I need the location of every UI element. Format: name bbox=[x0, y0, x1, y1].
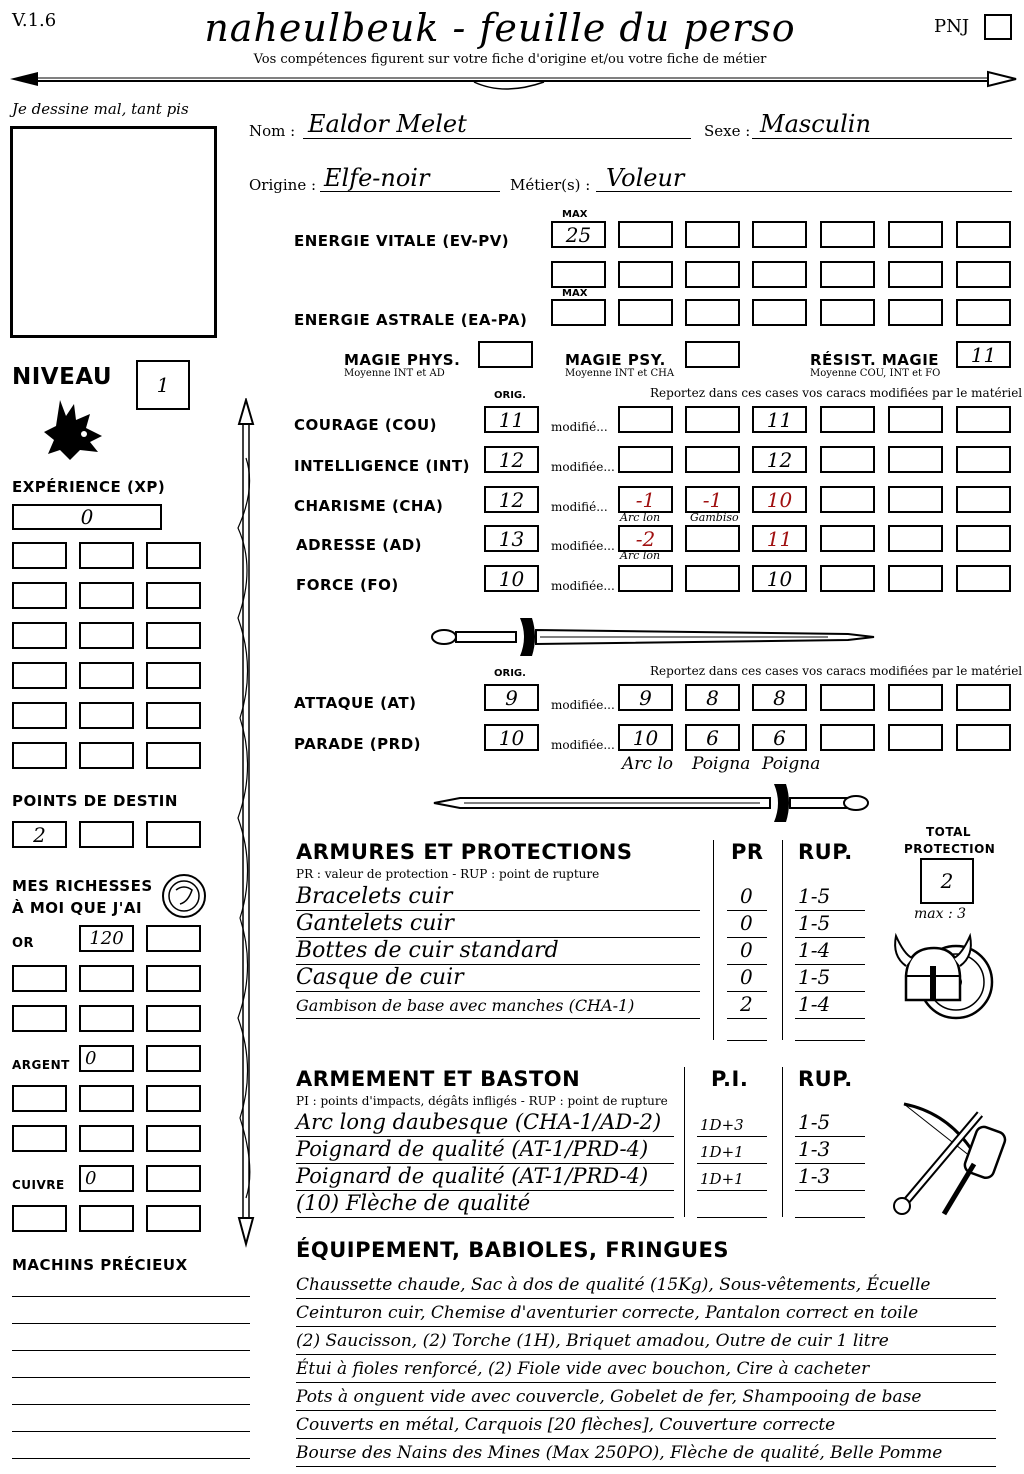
armure-name[interactable]: Bracelets cuir bbox=[296, 884, 453, 909]
arme-pi[interactable]: 1D+1 bbox=[700, 1170, 744, 1188]
origine-value[interactable]: Elfe-noir bbox=[324, 164, 430, 192]
carac-note1: Arc lon bbox=[620, 549, 661, 562]
armure-rup[interactable]: 1-4 bbox=[798, 992, 831, 1016]
xp-cell[interactable] bbox=[12, 582, 67, 609]
xp-cell[interactable] bbox=[79, 622, 134, 649]
machins-line[interactable] bbox=[12, 1377, 250, 1378]
carac-mod2[interactable] bbox=[685, 565, 740, 592]
xp-cell[interactable] bbox=[146, 662, 201, 689]
carac-orig-adresse[interactable]: 13 bbox=[484, 525, 539, 552]
carac-cell[interactable] bbox=[956, 446, 1011, 473]
carac-mod-label: modifiée... bbox=[551, 460, 615, 474]
or-cell[interactable] bbox=[12, 965, 67, 992]
xp-cell[interactable] bbox=[146, 542, 201, 569]
armure-pr[interactable]: 2 bbox=[740, 992, 753, 1016]
carac-mod3[interactable]: 11 bbox=[752, 406, 807, 433]
total-protection-max: max : 3 bbox=[914, 906, 967, 922]
pnj-label: PNJ bbox=[934, 16, 970, 37]
ea-max-value[interactable] bbox=[551, 299, 606, 326]
armure-rup[interactable]: 1-5 bbox=[798, 965, 831, 989]
armure-row-line bbox=[296, 991, 700, 992]
armure-name[interactable]: Gambison de base avec manches (CHA-1) bbox=[296, 996, 635, 1015]
magie-psy-value[interactable] bbox=[685, 341, 740, 368]
ev-cell[interactable] bbox=[956, 221, 1011, 248]
armure-row-line bbox=[795, 1018, 865, 1019]
ev-cell[interactable] bbox=[685, 261, 740, 288]
armures-title: ARMURES ET PROTECTIONS bbox=[296, 840, 633, 864]
page-title: naheulbeuk - feuille du perso bbox=[204, 6, 796, 50]
cuivre-cell[interactable] bbox=[146, 1165, 201, 1192]
carac-mod-label: modifiée... bbox=[551, 539, 615, 553]
xp-cell[interactable] bbox=[146, 582, 201, 609]
arme-rup[interactable]: 1-5 bbox=[798, 1110, 831, 1134]
combat-label-parade: PARADE (PRD) bbox=[294, 735, 422, 753]
armure-rup[interactable]: 1-4 bbox=[798, 938, 831, 962]
total-protection-label-1: TOTAL bbox=[926, 825, 972, 839]
carac-cell[interactable] bbox=[956, 525, 1011, 552]
equipement-line[interactable]: Bourse des Nains des Mines (Max 250PO), Flèche de qualité, Belle Pomme bbox=[296, 1442, 996, 1467]
metier-label: Métier(s) : bbox=[510, 176, 591, 194]
niveau-value[interactable]: 1 bbox=[136, 360, 190, 410]
carac-mod2[interactable] bbox=[685, 406, 740, 433]
ea-cell[interactable] bbox=[685, 299, 740, 326]
armure-pr[interactable]: 0 bbox=[740, 884, 753, 908]
ev-max-value[interactable]: 25 bbox=[551, 221, 606, 248]
armure-name[interactable]: Bottes de cuir standard bbox=[296, 938, 559, 963]
machins-line[interactable] bbox=[12, 1404, 250, 1405]
sexe-value[interactable]: Masculin bbox=[760, 110, 871, 138]
niveau-label: NIVEAU bbox=[12, 364, 113, 390]
ev-cell[interactable] bbox=[956, 261, 1011, 288]
ea-label: ENERGIE ASTRALE (EA-PA) bbox=[294, 311, 528, 329]
resist-magie-label: RÉSIST. MAGIE bbox=[810, 351, 940, 369]
total-protection-label-2: PROTECTION bbox=[904, 842, 996, 856]
destin-value[interactable]: 2 bbox=[12, 821, 67, 848]
arme-rup[interactable]: 1-3 bbox=[798, 1137, 831, 1161]
carac-cell[interactable] bbox=[956, 486, 1011, 513]
ev-cell[interactable] bbox=[888, 221, 943, 248]
richesses-label-1: MES RICHESSES bbox=[12, 877, 153, 895]
carac-mod1[interactable] bbox=[618, 446, 673, 473]
carac-mod-label: modifiée... bbox=[551, 579, 615, 593]
portrait-frame[interactable] bbox=[10, 126, 217, 338]
carac-label-charisme: CHARISME (CHA) bbox=[294, 497, 444, 515]
carac-note2: Gambiso bbox=[690, 511, 739, 524]
equipement-line[interactable]: (2) Saucisson, (2) Torche (1H), Briquet amadou, Outre de cuir 1 litre bbox=[296, 1330, 996, 1355]
xp-cell[interactable] bbox=[79, 702, 134, 729]
carac-mod2[interactable] bbox=[685, 525, 740, 552]
carac-cell[interactable] bbox=[820, 565, 875, 592]
armure-row-line bbox=[296, 1018, 700, 1019]
carac-mod1[interactable]: -1 bbox=[618, 486, 673, 513]
xp-cell[interactable] bbox=[146, 622, 201, 649]
sword-ornament bbox=[430, 778, 872, 828]
arme-row-line bbox=[697, 1190, 767, 1191]
armure-row-line bbox=[795, 1040, 865, 1041]
arme-row-line bbox=[697, 1136, 767, 1137]
carac-cell[interactable] bbox=[888, 406, 943, 433]
equipement-title: ÉQUIPEMENT, BABIOLES, FRINGUES bbox=[296, 1238, 729, 1262]
origine-line bbox=[320, 191, 500, 192]
carac-cell[interactable] bbox=[820, 525, 875, 552]
carac-cell[interactable] bbox=[820, 486, 875, 513]
combat-mod1[interactable]: 10 bbox=[618, 724, 673, 751]
magie-psy-note: Moyenne INT et CHA bbox=[565, 368, 675, 379]
xp-grid bbox=[12, 542, 202, 762]
carac-report-note: Reportez dans ces cases vos caracs modifiées par le matériel bbox=[650, 386, 1023, 400]
or-value[interactable]: 120 bbox=[79, 925, 134, 952]
version-label: V.1.6 bbox=[12, 10, 57, 31]
resist-magie-note: Moyenne COU, INT et FO bbox=[810, 368, 941, 379]
argent-cell[interactable] bbox=[79, 1085, 134, 1112]
ev-cell[interactable] bbox=[820, 221, 875, 248]
nom-line bbox=[303, 138, 691, 139]
ea-cell[interactable] bbox=[752, 299, 807, 326]
argent-cell[interactable] bbox=[12, 1085, 67, 1112]
ev-cell[interactable] bbox=[888, 261, 943, 288]
armures-col-rup: RUP. bbox=[798, 840, 853, 864]
armure-name[interactable]: Gantelets cuir bbox=[296, 911, 454, 936]
argent-value[interactable]: 0 bbox=[79, 1045, 134, 1072]
xp-cell[interactable] bbox=[12, 622, 67, 649]
experience-label: EXPÉRIENCE (XP) bbox=[12, 478, 166, 496]
equipement-line[interactable]: Étui à fioles renforcé, (2) Fiole vide avec bouchon, Cire à cacheter bbox=[296, 1358, 996, 1383]
cuivre-cell[interactable] bbox=[12, 1205, 67, 1232]
destin-cell[interactable] bbox=[146, 821, 201, 848]
argent-label: ARGENT bbox=[12, 1058, 70, 1072]
arme-name[interactable]: Poignard de qualité (AT-1/PRD-4) bbox=[296, 1164, 649, 1188]
combat-mod-label: modifiée... bbox=[551, 698, 615, 712]
carac-label-adresse: ADRESSE (AD) bbox=[296, 536, 423, 554]
ev-cell[interactable] bbox=[752, 221, 807, 248]
combat-orig-attaque[interactable]: 9 bbox=[484, 684, 539, 711]
carac-mod-label: modifié... bbox=[551, 420, 608, 434]
carac-label-courage: COURAGE (COU) bbox=[294, 416, 438, 434]
machins-line[interactable] bbox=[12, 1296, 250, 1297]
origine-label: Origine : bbox=[249, 176, 317, 194]
or-cell[interactable] bbox=[146, 1005, 201, 1032]
xp-cell[interactable] bbox=[12, 662, 67, 689]
carac-cell[interactable] bbox=[888, 486, 943, 513]
arme-pi[interactable]: 1D+3 bbox=[700, 1116, 744, 1134]
ea-cell[interactable] bbox=[956, 299, 1011, 326]
carac-orig-intelligence[interactable]: 12 bbox=[484, 446, 539, 473]
magie-phys-note: Moyenne INT et AD bbox=[344, 368, 445, 379]
armure-rup[interactable]: 1-5 bbox=[798, 911, 831, 935]
armement-divider bbox=[684, 1067, 685, 1217]
combat-mod-label: modifiée... bbox=[551, 738, 615, 752]
armement-note: PI : points d'impacts, dégâts infligés - RUP : point de rupture bbox=[296, 1094, 668, 1108]
armement-title: ARMEMENT ET BASTON bbox=[296, 1067, 581, 1091]
armure-pr[interactable]: 0 bbox=[740, 965, 753, 989]
machins-line[interactable] bbox=[12, 1431, 250, 1432]
ev-cell[interactable] bbox=[820, 261, 875, 288]
equipement-line[interactable]: Pots à onguent vide avec couvercle, Gobelet de fer, Shampooing de base bbox=[296, 1386, 996, 1411]
combat-orig-parade[interactable]: 10 bbox=[484, 724, 539, 751]
page-subtitle: Vos compétences figurent sur votre fiche d'origine et/ou votre fiche de métier bbox=[253, 52, 767, 67]
armure-row-line bbox=[727, 1018, 767, 1019]
carac-cell[interactable] bbox=[820, 406, 875, 433]
argent-cell[interactable] bbox=[146, 1085, 201, 1112]
ev-cell[interactable] bbox=[685, 221, 740, 248]
combat-cell[interactable] bbox=[820, 724, 875, 751]
cuivre-value[interactable]: 0 bbox=[79, 1165, 134, 1192]
crossed-weapons-icon bbox=[884, 1094, 1008, 1220]
xp-cell[interactable] bbox=[146, 702, 201, 729]
metier-line bbox=[596, 191, 1012, 192]
carac-label-intelligence: INTELLIGENCE (INT) bbox=[294, 457, 470, 475]
armures-divider bbox=[713, 840, 714, 1040]
argent-cell[interactable] bbox=[79, 1125, 134, 1152]
argent-cell[interactable] bbox=[12, 1125, 67, 1152]
carac-cell[interactable] bbox=[888, 525, 943, 552]
combat-note: Poigna bbox=[692, 754, 751, 774]
carac-mod3[interactable]: 10 bbox=[752, 486, 807, 513]
armure-name[interactable]: Casque de cuir bbox=[296, 965, 464, 990]
carac-orig-label: ORIG. bbox=[494, 390, 526, 401]
carac-mod1[interactable]: -2 bbox=[618, 525, 673, 552]
nom-value[interactable]: Ealdor Melet bbox=[308, 110, 467, 138]
combat-note: Arc lo bbox=[622, 754, 673, 774]
ev-label: ENERGIE VITALE (EV-PV) bbox=[294, 232, 510, 250]
or-cell[interactable] bbox=[12, 1005, 67, 1032]
xp-cell[interactable] bbox=[12, 542, 67, 569]
cuivre-cell[interactable] bbox=[146, 1205, 201, 1232]
combat-mod2[interactable]: 6 bbox=[685, 724, 740, 751]
carac-orig-courage[interactable]: 11 bbox=[484, 406, 539, 433]
carac-cell[interactable] bbox=[956, 406, 1011, 433]
equipement-line[interactable]: Chaussette chaude, Sac à dos de qualité (15Kg), Sous-vêtements, Écuelle bbox=[296, 1274, 996, 1299]
arme-row-line bbox=[697, 1163, 767, 1164]
total-protection-value[interactable]: 2 bbox=[920, 858, 974, 904]
xp-cell[interactable] bbox=[79, 742, 134, 769]
armure-pr[interactable]: 0 bbox=[740, 938, 753, 962]
carac-mod3[interactable]: 11 bbox=[752, 525, 807, 552]
carac-mod-label: modifié... bbox=[551, 500, 608, 514]
sword-ornament bbox=[428, 612, 878, 662]
arme-name[interactable]: (10) Flèche de qualité bbox=[296, 1191, 531, 1215]
armure-pr[interactable]: 0 bbox=[740, 911, 753, 935]
resist-magie-value[interactable]: 11 bbox=[956, 341, 1011, 368]
cuivre-cell[interactable] bbox=[79, 1205, 134, 1232]
combat-mod3[interactable]: 6 bbox=[752, 724, 807, 751]
equipement-line[interactable]: Ceinturon cuir, Chemise d'aventurier correcte, Pantalon correct en toile bbox=[296, 1302, 996, 1327]
arme-row-line bbox=[795, 1217, 865, 1218]
metier-value[interactable]: Voleur bbox=[606, 164, 685, 192]
arme-pi[interactable]: 1D+1 bbox=[700, 1143, 744, 1161]
ev-cell[interactable] bbox=[551, 261, 606, 288]
pnj-checkbox[interactable] bbox=[984, 14, 1012, 40]
carac-note1: Arc lon bbox=[620, 511, 661, 524]
carac-mod2[interactable] bbox=[685, 446, 740, 473]
armement-divider bbox=[782, 1067, 783, 1217]
or-cell[interactable] bbox=[79, 1005, 134, 1032]
carac-mod1[interactable] bbox=[618, 565, 673, 592]
experience-value[interactable]: 0 bbox=[12, 504, 162, 530]
or-label: OR bbox=[12, 936, 35, 951]
carac-cell[interactable] bbox=[820, 446, 875, 473]
carac-mod2[interactable]: -1 bbox=[685, 486, 740, 513]
combat-orig-label: ORIG. bbox=[494, 668, 526, 679]
vertical-spear-ornament bbox=[228, 398, 264, 1248]
richesses-label-2: À MOI QUE J'AI bbox=[12, 899, 143, 917]
combat-mod2[interactable]: 8 bbox=[685, 684, 740, 711]
machins-line[interactable] bbox=[12, 1458, 250, 1459]
ea-cell[interactable] bbox=[888, 299, 943, 326]
top-spear-ornament bbox=[4, 66, 1020, 96]
argent-cell[interactable] bbox=[146, 1045, 201, 1072]
ev-max-label: MAX bbox=[562, 209, 588, 220]
xp-cell[interactable] bbox=[146, 742, 201, 769]
combat-cell[interactable] bbox=[888, 684, 943, 711]
arme-name[interactable]: Arc long daubesque (CHA-1/AD-2) bbox=[296, 1110, 662, 1134]
ea-cell[interactable] bbox=[820, 299, 875, 326]
carac-cell[interactable] bbox=[888, 446, 943, 473]
carac-orig-charisme[interactable]: 12 bbox=[484, 486, 539, 513]
ev-cell[interactable] bbox=[618, 261, 673, 288]
arme-rup[interactable]: 1-3 bbox=[798, 1164, 831, 1188]
carac-mod3[interactable]: 10 bbox=[752, 565, 807, 592]
xp-cell[interactable] bbox=[12, 702, 67, 729]
or-cell[interactable] bbox=[146, 925, 201, 952]
combat-note: Poigna bbox=[762, 754, 821, 774]
machins-label: MACHINS PRÉCIEUX bbox=[12, 1256, 188, 1274]
xp-cell[interactable] bbox=[79, 662, 134, 689]
arme-row-line bbox=[795, 1190, 865, 1191]
combat-cell[interactable] bbox=[820, 684, 875, 711]
destin-label: POINTS DE DESTIN bbox=[12, 792, 178, 810]
combat-cell[interactable] bbox=[888, 724, 943, 751]
coin-icon bbox=[160, 872, 208, 920]
carac-label-force: FORCE (FO) bbox=[296, 576, 399, 594]
arme-row-line bbox=[697, 1217, 767, 1218]
arme-name[interactable]: Poignard de qualité (AT-1/PRD-4) bbox=[296, 1137, 649, 1161]
helmet-shield-icon bbox=[888, 926, 1000, 1038]
combat-label-attaque: ATTAQUE (AT) bbox=[294, 694, 417, 712]
armure-rup[interactable]: 1-5 bbox=[798, 884, 831, 908]
carac-mod1[interactable] bbox=[618, 406, 673, 433]
machins-line[interactable] bbox=[12, 1323, 250, 1324]
xp-cell[interactable] bbox=[79, 542, 134, 569]
or-cell[interactable] bbox=[79, 965, 134, 992]
sexe-line bbox=[752, 138, 1012, 139]
carac-cell[interactable] bbox=[956, 565, 1011, 592]
cuivre-label: CUIVRE bbox=[12, 1178, 65, 1192]
combat-mod1[interactable]: 9 bbox=[618, 684, 673, 711]
sexe-label: Sexe : bbox=[704, 122, 751, 140]
xp-cell[interactable] bbox=[79, 582, 134, 609]
or-cell[interactable] bbox=[146, 965, 201, 992]
argent-cell[interactable] bbox=[146, 1125, 201, 1152]
carac-cell[interactable] bbox=[888, 565, 943, 592]
carac-orig-force[interactable]: 10 bbox=[484, 565, 539, 592]
ea-max-label: MAX bbox=[562, 288, 588, 299]
armement-col-rup: RUP. bbox=[798, 1067, 853, 1091]
dragon-head-icon bbox=[40, 392, 106, 464]
armures-note: PR : valeur de protection - RUP : point de rupture bbox=[296, 867, 600, 881]
armures-col-pr: PR bbox=[731, 840, 764, 864]
equipement-line[interactable]: Couverts en métal, Carquois [20 flèches], Couverture correcte bbox=[296, 1414, 996, 1439]
magie-phys-label: MAGIE PHYS. bbox=[344, 351, 461, 369]
nom-label: Nom : bbox=[249, 122, 296, 140]
arme-row-line bbox=[296, 1217, 674, 1218]
combat-mod3[interactable]: 8 bbox=[752, 684, 807, 711]
destin-cell[interactable] bbox=[79, 821, 134, 848]
portrait-caption: Je dessine mal, tant pis bbox=[12, 100, 189, 118]
xp-cell[interactable] bbox=[12, 742, 67, 769]
ea-cell[interactable] bbox=[618, 299, 673, 326]
carac-mod3[interactable]: 12 bbox=[752, 446, 807, 473]
ev-cell[interactable] bbox=[618, 221, 673, 248]
combat-report-note: Reportez dans ces cases vos caracs modifiées par le matériel bbox=[650, 664, 1023, 678]
armures-divider bbox=[782, 840, 783, 1040]
combat-cell[interactable] bbox=[956, 684, 1011, 711]
armure-row-line bbox=[727, 1040, 767, 1041]
combat-cell[interactable] bbox=[956, 724, 1011, 751]
armement-col-pi: P.I. bbox=[711, 1067, 749, 1091]
magie-phys-value[interactable] bbox=[478, 341, 533, 368]
ev-cell[interactable] bbox=[752, 261, 807, 288]
machins-line[interactable] bbox=[12, 1350, 250, 1351]
magie-psy-label: MAGIE PSY. bbox=[565, 351, 666, 369]
